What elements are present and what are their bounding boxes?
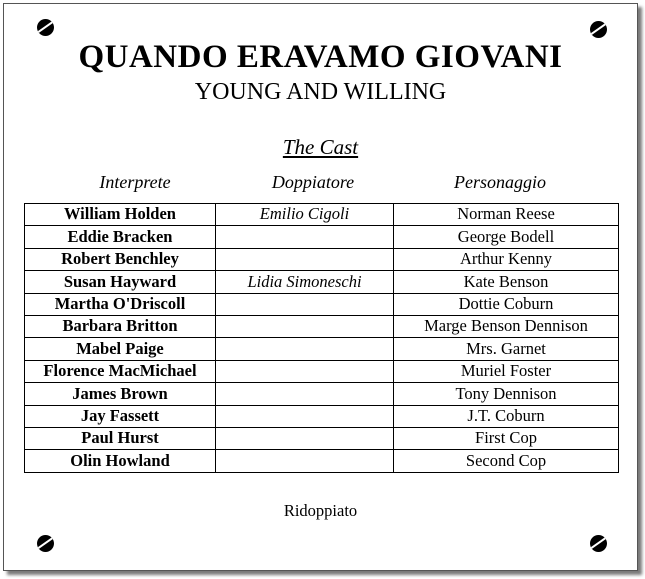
character-cell: Kate Benson: [394, 271, 619, 293]
table-row: [25, 383, 619, 405]
character-cell: Second Cop: [394, 450, 619, 472]
cast-heading: The Cast: [282, 135, 359, 159]
actor-cell: Paul Hurst: [25, 427, 216, 449]
screw-icon: [37, 19, 54, 36]
page-title: QUANDO ERAVAMO GIOVANI: [78, 39, 563, 75]
dubber-cell: [216, 360, 394, 382]
character-cell: Tony Dennison: [394, 383, 619, 405]
character-cell: Muriel Foster: [394, 360, 619, 382]
actor-cell: Mabel Paige: [25, 338, 216, 360]
dubber-cell: [216, 248, 394, 270]
actor-cell: William Holden: [25, 204, 216, 226]
actor-cell: Olin Howland: [25, 450, 216, 472]
cast-table: [24, 203, 619, 473]
dubber-cell: [216, 226, 394, 248]
character-cell: First Cop: [394, 427, 619, 449]
dubber-cell: [216, 338, 394, 360]
dubber-cell: [216, 405, 394, 427]
character-cell: J.T. Coburn: [394, 405, 619, 427]
page-subtitle: YOUNG AND WILLING: [194, 79, 447, 105]
column-header-character: Personaggio: [454, 172, 546, 192]
table-row: [25, 338, 619, 360]
dubber-cell: [216, 315, 394, 337]
cast-table-body: [25, 204, 619, 473]
character-cell: Mrs. Garnet: [394, 338, 619, 360]
table-row: [25, 293, 619, 315]
dubber-cell: Emilio Cigoli: [216, 204, 394, 226]
dubber-cell: [216, 450, 394, 472]
table-row: [25, 271, 619, 293]
table-row: [25, 204, 619, 226]
character-cell: Dottie Coburn: [394, 293, 619, 315]
actor-cell: Florence MacMichael: [25, 360, 216, 382]
actor-cell: James Brown: [25, 383, 216, 405]
character-cell: Norman Reese: [394, 204, 619, 226]
character-cell: George Bodell: [394, 226, 619, 248]
actor-cell: Jay Fassett: [25, 405, 216, 427]
screw-icon: [590, 21, 607, 38]
actor-cell: Martha O'Driscoll: [25, 293, 216, 315]
character-cell: Arthur Kenny: [394, 248, 619, 270]
table-row: [25, 315, 619, 337]
footer-note: Ridoppiato: [283, 501, 358, 520]
dubber-cell: Lidia Simoneschi: [216, 271, 394, 293]
dubber-cell: [216, 293, 394, 315]
actor-cell: Eddie Bracken: [25, 226, 216, 248]
dubber-cell: [216, 383, 394, 405]
screw-icon: [37, 535, 54, 552]
column-header-dubber: Doppiatore: [271, 172, 355, 192]
actor-cell: Barbara Britton: [25, 315, 216, 337]
column-header-actor: Interprete: [99, 172, 171, 192]
table-row: [25, 427, 619, 449]
actor-cell: Susan Hayward: [25, 271, 216, 293]
table-row: [25, 450, 619, 472]
table-row: [25, 360, 619, 382]
cast-plaque: [3, 3, 638, 571]
table-row: [25, 248, 619, 270]
dubber-cell: [216, 427, 394, 449]
character-cell: Marge Benson Dennison: [394, 315, 619, 337]
actor-cell: Robert Benchley: [25, 248, 216, 270]
table-row: [25, 226, 619, 248]
screw-icon: [590, 535, 607, 552]
table-row: [25, 405, 619, 427]
